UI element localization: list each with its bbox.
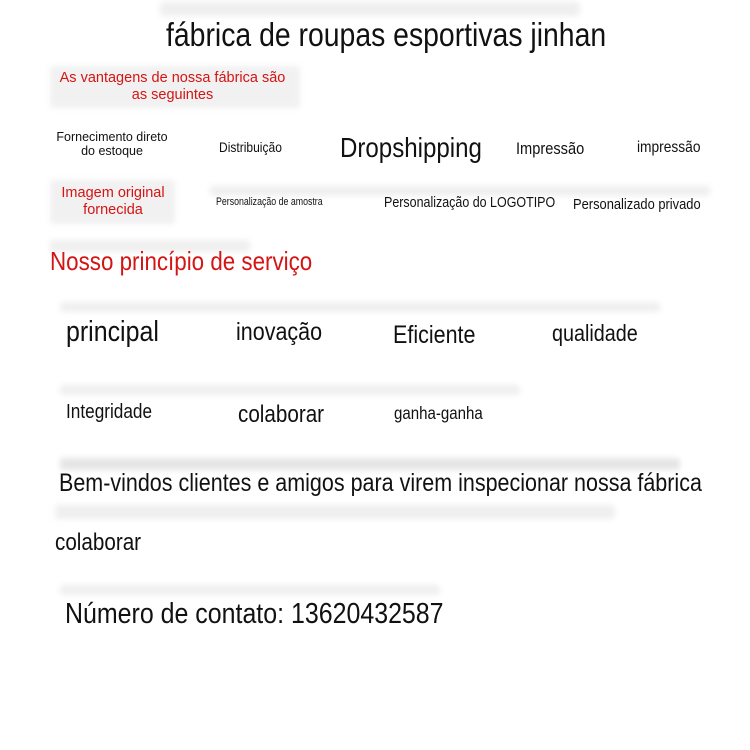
principle-item: Eficiente [393, 321, 476, 349]
background-smudge [60, 302, 660, 312]
advantage-item: Distribuição [219, 139, 282, 155]
page-title: fábrica de roupas esportivas jinhan [166, 16, 607, 53]
principle-item: inovação [236, 318, 323, 346]
background-smudge [55, 505, 615, 519]
background-smudge [60, 585, 440, 595]
advantages-heading: As vantagens de nossa fábrica são as seguintes [59, 70, 286, 103]
advantage-item: Dropshipping [340, 132, 482, 163]
advantage-item: Fornecimento direto do estoque [56, 130, 168, 159]
background-smudge [160, 2, 580, 16]
service-heading: Nosso princípio de serviço [50, 246, 313, 276]
principle-item: Integridade [66, 401, 153, 423]
background-smudge [60, 385, 520, 395]
advantage-item: Personalização de amostra [216, 196, 323, 208]
welcome-text: Bem-vindos clientes e amigos para virem inspecionar nossa fábrica [59, 469, 702, 497]
principle-item: ganha-ganha [394, 403, 483, 423]
principle-item: qualidade [552, 320, 638, 346]
principle-item: colaborar [238, 401, 325, 428]
advantage-item: Personalizado privado [573, 196, 701, 213]
advantage-item: Impressão [516, 139, 585, 158]
principle-item: principal [66, 316, 159, 348]
contact-number: Número de contato: 13620432587 [65, 598, 444, 630]
advantage-item: Imagem original fornecida [61, 185, 165, 218]
advantage-item: impressão [637, 139, 701, 156]
advantage-item: Personalização do LOGOTIPO [384, 195, 556, 211]
welcome-text-continued: colaborar [55, 529, 142, 556]
